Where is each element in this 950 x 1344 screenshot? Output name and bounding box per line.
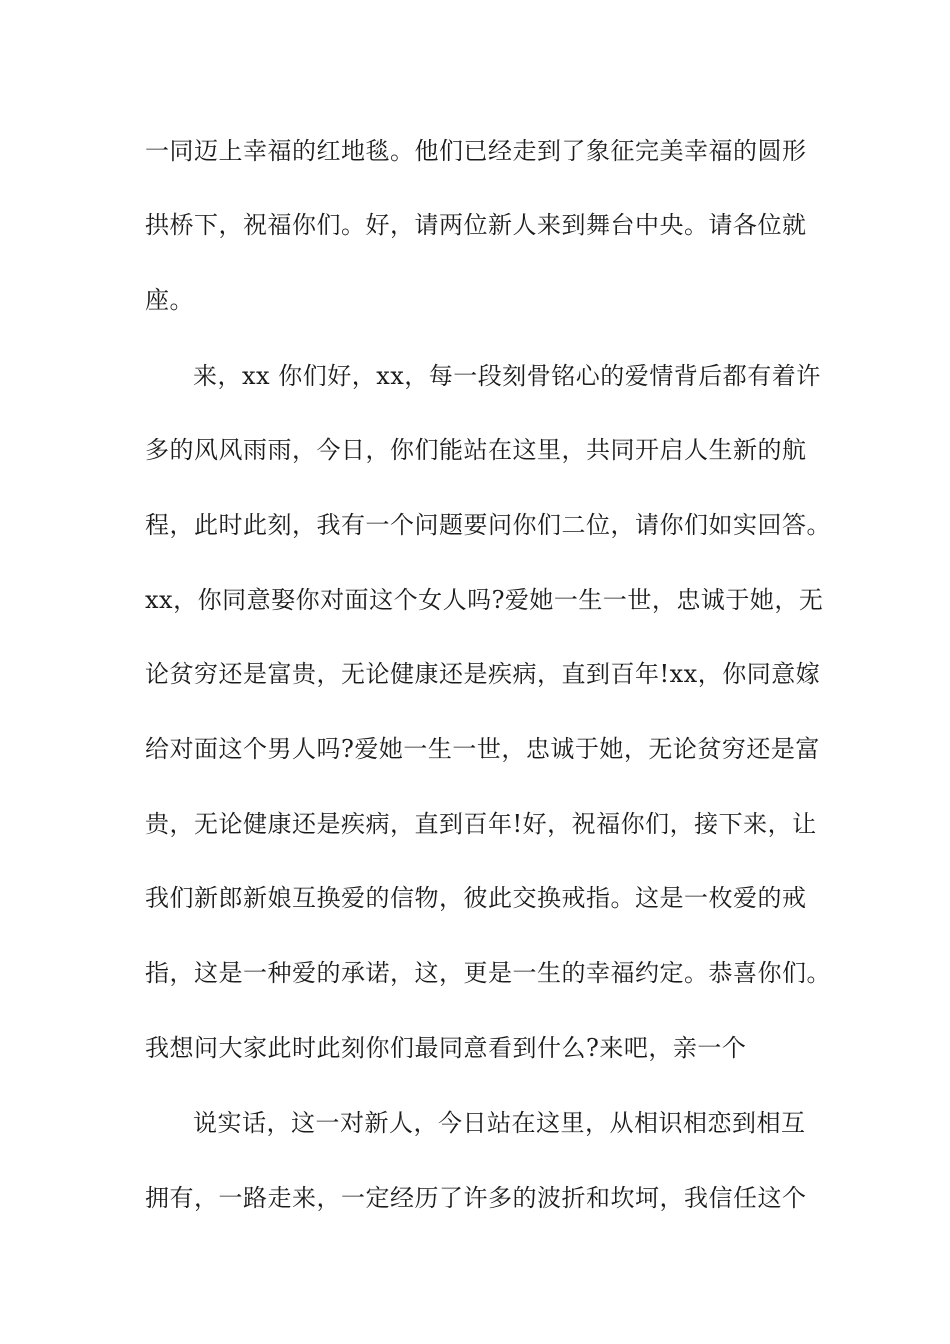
- text-line-12: 指，这是一种爱的承诺，这，更是一生的幸福约定。恭喜你们。: [145, 959, 831, 987]
- text-line-11: 我们新郎新娘互换爱的信物，彼此交换戒指。这是一枚爱的戒: [145, 884, 807, 912]
- text-line-2: 拱桥下，祝福你们。好，请两位新人来到舞台中央。请各位就: [145, 211, 807, 239]
- text-line-3: 座。: [145, 286, 194, 314]
- text-line-15: 拥有，一路走来，一定经历了许多的波折和坎坷，我信任这个: [145, 1184, 807, 1212]
- text-line-4: 来，xx 你们好，xx，每一段刻骨铭心的爱情背后都有着许: [193, 362, 821, 390]
- text-line-6: 程，此时此刻，我有一个问题要问你们二位，请你们如实回答。: [145, 511, 831, 539]
- text-line-13: 我想问大家此时此刻你们最同意看到什么?来吧，亲一个: [145, 1034, 747, 1062]
- text-line-9: 给对面这个男人吗?爱她一生一世，忠诚于她，无论贫穷还是富: [145, 735, 820, 763]
- text-line-7: xx，你同意娶你对面这个女人吗?爱她一生一世，忠诚于她，无: [145, 586, 824, 614]
- text-line-5: 多的风风雨雨，今日，你们能站在这里，共同开启人生新的航: [145, 436, 807, 464]
- text-line-1: 一同迈上幸福的红地毯。他们已经走到了象征完美幸福的圆形: [145, 137, 807, 165]
- text-line-10: 贵，无论健康还是疾病，直到百年!好，祝福你们，接下来，让: [145, 810, 817, 838]
- text-line-14: 说实话，这一对新人，今日站在这里，从相识相恋到相互: [193, 1109, 806, 1137]
- text-line-8: 论贫穷还是富贵，无论健康还是疾病，直到百年!xx，你同意嫁: [145, 660, 821, 688]
